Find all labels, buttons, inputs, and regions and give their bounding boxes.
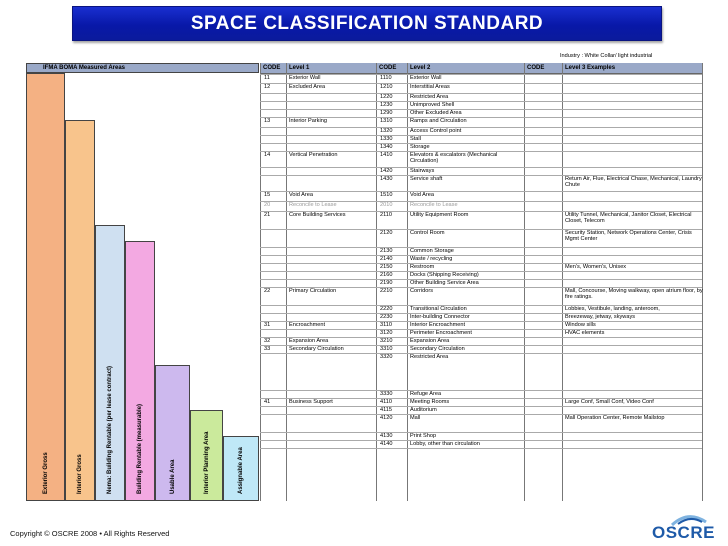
table-cell: 2230 bbox=[380, 314, 393, 320]
table-cell: Men's, Women's, Unisex bbox=[565, 264, 627, 270]
column-header: Level 1 bbox=[289, 65, 310, 71]
table-cell: 1510 bbox=[380, 192, 393, 198]
table-cell: 20 bbox=[264, 202, 271, 208]
table-cell: 4140 bbox=[380, 441, 393, 447]
table-cell: 2010 bbox=[380, 202, 393, 208]
table-cell: 1420 bbox=[380, 168, 393, 174]
table-cell: 15 bbox=[264, 192, 271, 198]
table-cell: 2160 bbox=[380, 272, 393, 278]
table-cell: 3330 bbox=[380, 391, 393, 397]
table-cell: 2190 bbox=[380, 280, 393, 286]
table-cell: Mall, Concourse, Moving walkway, open atrium floor, by fire ratings. bbox=[565, 288, 703, 301]
table-cell: Other Excluded Area bbox=[410, 110, 462, 116]
area-band-label: Usable Area bbox=[169, 459, 176, 494]
table-cell: Meeting Rooms bbox=[410, 399, 450, 405]
area-band-label: Nema: Building Rentable (per lease contract) bbox=[107, 365, 113, 494]
table-cell: 2110 bbox=[380, 212, 393, 218]
area-band-label: Interior Planning Area bbox=[203, 431, 210, 494]
table-cell: Corridors bbox=[410, 288, 434, 294]
area-band bbox=[155, 365, 190, 501]
table-cell: 3110 bbox=[380, 322, 393, 328]
table-cell: 3310 bbox=[380, 346, 393, 352]
table-cell: 2220 bbox=[380, 306, 393, 312]
table-cell: 1410 bbox=[380, 152, 393, 158]
table-cell: Void Area bbox=[289, 192, 313, 198]
column-header: Level 2 bbox=[410, 65, 431, 71]
table-cell: 3320 bbox=[380, 354, 393, 360]
measured-areas-header: IFMA BOMA Measured Areas bbox=[26, 63, 259, 73]
table-cell: 1310 bbox=[380, 118, 393, 124]
table-cell: 1110 bbox=[380, 75, 392, 81]
table-cell: Reconcile to Lease bbox=[289, 202, 337, 208]
table-cell: 1320 bbox=[380, 128, 393, 134]
area-band-label: Exterior Gross bbox=[42, 452, 49, 494]
table-cell: 11 bbox=[264, 75, 270, 81]
table-cell: 1210 bbox=[380, 84, 393, 90]
table-cell: Mall Operation Center, Remote Mailstop bbox=[565, 415, 665, 421]
table-cell: Transitional Circulation bbox=[410, 306, 467, 312]
table-cell: Exterior Wall bbox=[289, 75, 321, 81]
table-cell: Vertical Penetration bbox=[289, 152, 338, 158]
table-cell: Stairways bbox=[410, 168, 435, 174]
area-band-label: Assignable Area bbox=[238, 447, 244, 494]
table-cell: Control Room bbox=[410, 230, 445, 236]
grid-line bbox=[376, 63, 377, 501]
table-cell: Storage bbox=[410, 144, 430, 150]
table-cell: Return Air, Flue, Electrical Chase, Mechanical, Laundry Chute bbox=[565, 176, 702, 189]
table-header bbox=[260, 63, 702, 74]
table-cell: Secondary Circulation bbox=[410, 346, 465, 352]
area-band bbox=[223, 436, 259, 501]
table-cell: Perimeter Encroachment bbox=[410, 330, 472, 336]
area-band bbox=[125, 241, 155, 501]
table-cell: Breezeway, jetway, skyways bbox=[565, 314, 636, 320]
table-cell: Exterior Wall bbox=[410, 75, 442, 81]
table-cell: Expansion Area bbox=[289, 338, 329, 344]
table-cell: Access Control point bbox=[410, 128, 462, 134]
table-cell: Stall bbox=[410, 136, 421, 142]
grid-line bbox=[524, 63, 525, 501]
column-header: CODE bbox=[263, 65, 281, 71]
table-cell: 2150 bbox=[380, 264, 393, 270]
table-cell: Other Building Service Area bbox=[410, 280, 479, 286]
table-cell: 1230 bbox=[380, 102, 393, 108]
table-cell: Interstitial Areas bbox=[410, 84, 450, 90]
industry-note: Industry : White Collar/ light industrial bbox=[560, 53, 653, 59]
table-cell: Security Station, Network Operations Center, Crisis Mgmt Center bbox=[565, 230, 692, 243]
table-cell: Docks (Shipping Receiving) bbox=[410, 272, 479, 278]
table-cell: 2210 bbox=[380, 288, 393, 294]
table-cell: Interior Parking bbox=[289, 118, 327, 124]
table-cell: HVAC elements bbox=[565, 330, 605, 336]
column-header: CODE bbox=[379, 65, 397, 71]
table-cell: 4115 bbox=[380, 407, 393, 413]
grid-line bbox=[562, 63, 563, 501]
table-cell: Unimproved Shell bbox=[410, 102, 455, 108]
table-cell: Primary Circulation bbox=[289, 288, 337, 294]
table-cell: 2120 bbox=[380, 230, 393, 236]
table-cell: 1220 bbox=[380, 94, 393, 100]
logo-text: OSCRE bbox=[652, 523, 715, 542]
title-bar bbox=[72, 6, 662, 41]
table-cell: 22 bbox=[264, 288, 271, 294]
area-band bbox=[95, 225, 125, 501]
table-cell: Service shaft bbox=[410, 176, 443, 182]
column-header: CODE bbox=[527, 65, 545, 71]
page-title: SPACE CLASSIFICATION STANDARD bbox=[190, 12, 544, 34]
table-cell: Utility Tunnel, Mechanical, Janitor Closet, Electrical Closet, Telecom bbox=[565, 212, 692, 225]
table-cell: Mall bbox=[410, 415, 421, 421]
table-cell: Reconcile to Lease bbox=[410, 202, 458, 208]
table-cell: Ramps and Circulation bbox=[410, 118, 467, 124]
table-cell: 1340 bbox=[380, 144, 393, 150]
table-cell: 14 bbox=[264, 152, 271, 158]
table-cell: 3120 bbox=[380, 330, 393, 336]
grid-line bbox=[286, 63, 287, 501]
table-cell: Secondary Circulation bbox=[289, 346, 344, 352]
table-cell: Inter-building Connector bbox=[410, 314, 470, 320]
table-cell: Restroom bbox=[410, 264, 435, 270]
table-cell: 13 bbox=[264, 118, 271, 124]
grid-line bbox=[702, 63, 703, 501]
table-cell: 1290 bbox=[380, 110, 393, 116]
area-band bbox=[26, 73, 65, 501]
table-cell: Restricted Area bbox=[410, 354, 449, 360]
table-cell: Auditorium bbox=[410, 407, 437, 413]
table-cell: Interior Encroachment bbox=[410, 322, 466, 328]
table-cell: 33 bbox=[264, 346, 271, 352]
area-band-label: Building Rentable (measurable) bbox=[137, 403, 143, 494]
area-band bbox=[65, 120, 95, 501]
table-cell: Restricted Area bbox=[410, 94, 449, 100]
classification-table bbox=[26, 63, 702, 501]
table-cell: Core Building Services bbox=[289, 212, 346, 218]
table-cell: Business Support bbox=[289, 399, 333, 405]
table-cell: Void Area bbox=[410, 192, 434, 198]
grid-line bbox=[260, 63, 261, 501]
table-cell: 1330 bbox=[380, 136, 393, 142]
row-divider bbox=[260, 448, 702, 449]
table-cell: 4120 bbox=[380, 415, 393, 421]
table-cell: Lobbies, Vestibule, landing, anteroom, bbox=[565, 306, 660, 312]
table-cell: 1430 bbox=[380, 176, 393, 182]
table-cell: Elevators & escalators (Mechanical Circulation) bbox=[410, 152, 498, 165]
table-cell: Excluded Area bbox=[289, 84, 326, 90]
copyright-footer: Copyright © OSCRE 2008 • All Rights Reserved bbox=[10, 529, 170, 538]
table-cell: 41 bbox=[264, 399, 271, 405]
table-cell: Print Shop bbox=[410, 433, 437, 439]
table-cell: Utility Equipment Room bbox=[410, 212, 469, 218]
table-cell: 4110 bbox=[380, 399, 393, 405]
table-cell: Lobby, other than circulation bbox=[410, 441, 480, 447]
table-cell: Waste / recycling bbox=[410, 256, 453, 262]
table-cell: Common Storage bbox=[410, 248, 454, 254]
table-cell: 2140 bbox=[380, 256, 393, 262]
table-cell: Window sills bbox=[565, 322, 596, 328]
table-cell: Large Conf, Small Conf, Video Conf bbox=[565, 399, 654, 405]
area-band bbox=[190, 410, 223, 501]
table-cell: 3210 bbox=[380, 338, 393, 344]
table-cell: 32 bbox=[264, 338, 271, 344]
table-cell: 31 bbox=[264, 322, 271, 328]
table-cell: 12 bbox=[264, 84, 271, 90]
table-cell: Encroachment bbox=[289, 322, 326, 328]
column-header: Level 3 Examples bbox=[565, 65, 616, 71]
table-cell: Refuge Area bbox=[410, 391, 442, 397]
oscre-logo bbox=[652, 512, 718, 542]
table-cell: 4130 bbox=[380, 433, 393, 439]
area-band-label: Interior Gross bbox=[77, 454, 83, 494]
table-cell: Expansion Area bbox=[410, 338, 450, 344]
table-cell: 2130 bbox=[380, 248, 393, 254]
table-cell: 21 bbox=[264, 212, 271, 218]
